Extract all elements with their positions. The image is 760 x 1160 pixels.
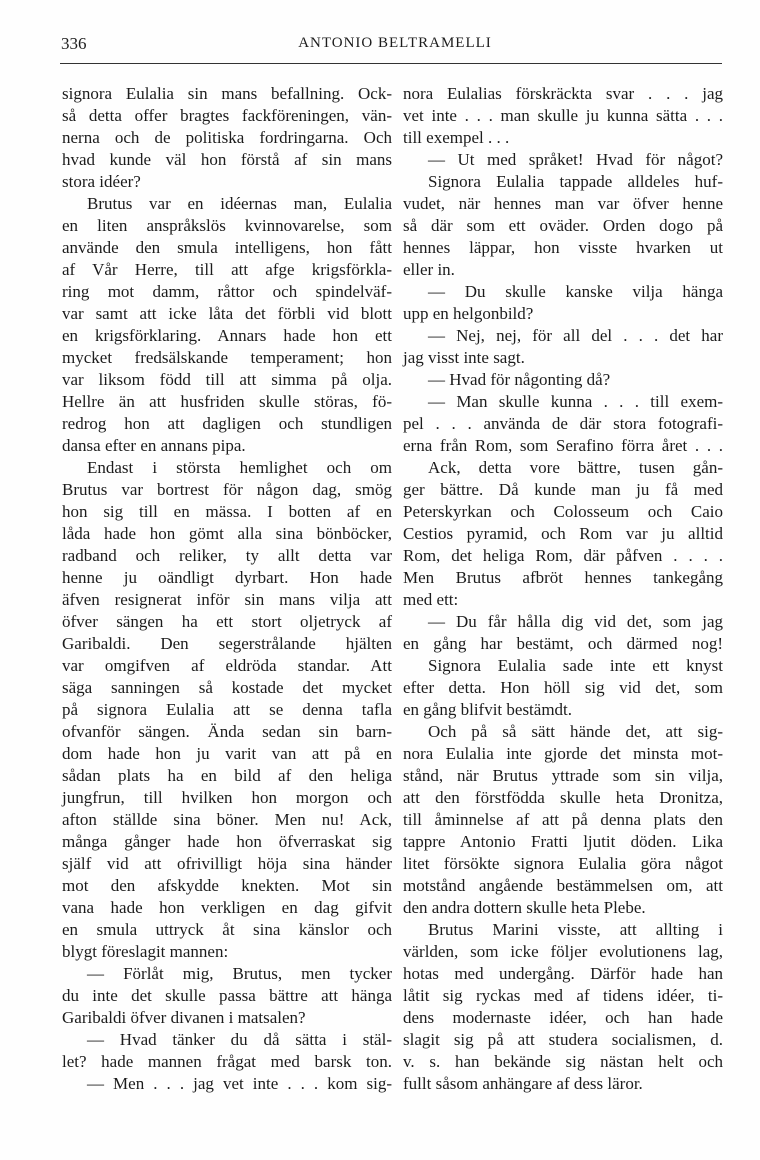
text-line: upp en helgonbild? (403, 304, 534, 323)
text-line: äfven resignerat inför sin mans vilja att (62, 590, 392, 609)
text-line: let? hade mannen frågat med barsk ton. (62, 1052, 392, 1071)
text-line: signora Eulalia sin mans befallning. Ock- (62, 84, 392, 103)
text-line: erna från Rom, som Serafino förra året . . . (403, 436, 723, 455)
text-line: dom hade hon ju varit van att på en (62, 744, 392, 763)
text-line: använde den smula intelligens, hon fått (62, 238, 392, 257)
text-line: dansa efter en annans pipa. (62, 436, 246, 455)
text-line: af Vår Herre, till att afge krigsförkla- (62, 260, 392, 279)
text-line: hvad kunde väl hon förstå af sin mans (62, 150, 392, 169)
text-line: till åminnelse af att på denna plats den (403, 810, 723, 829)
text-line: litet försökte signora Eulalia göra något (403, 854, 723, 873)
text-line: Endast i största hemlighet och om (87, 458, 392, 477)
text-line: — Man skulle kunna . . . till exem- (428, 392, 723, 411)
text-line: v. s. han bekände sig nästan helt och (403, 1052, 723, 1071)
text-line: Cestios pyramid, och Rom var ju alltid (403, 524, 723, 543)
text-line: så detta offer bragtes fackföreningen, vän- (62, 106, 392, 125)
text-line: nora Eulalia inte gjorde det minsta mot- (403, 744, 723, 763)
text-line: afton ställde sina böner. Men nu! Ack, (62, 810, 392, 829)
text-line: dens modernaste idéer, och han hade (403, 1008, 723, 1027)
text-line: ofvanför sängen. Ända sedan sin barn- (62, 722, 392, 741)
text-line: att den förstfödda skulle heta Dronitza, (403, 788, 723, 807)
text-line: hon sig till en mässa. I botten af en (62, 502, 392, 521)
text-line: var omgifven af eldröda standar. Att (62, 656, 392, 675)
text-line: jag visst inte sagt. (403, 348, 525, 367)
header-rule (60, 63, 722, 64)
text-line: Och på så sätt hände det, att sig- (428, 722, 723, 741)
text-line: — Men . . . jag vet inte . . . kom sig- (87, 1074, 392, 1093)
text-line: ring mot damm, råttor och spindelväf- (62, 282, 392, 301)
text-line: — Förlåt mig, Brutus, men tycker (87, 964, 392, 983)
text-line: — Hvad tänker du då sätta i stäl- (87, 1030, 392, 1049)
text-line: fullt såsom anhängare af dess läror. (403, 1074, 643, 1093)
text-line: Signora Eulalia tappade alldeles huf- (428, 172, 723, 191)
text-line: — Du skulle kanske vilja hänga (428, 282, 723, 301)
text-line: — Hvad för någonting då? (428, 370, 611, 389)
text-line: öfver sängen ha ett stort oljetryck af (62, 612, 392, 631)
text-line: Ack, detta vore bättre, tusen gån- (428, 458, 723, 477)
text-line: Men Brutus afbröt hennes tankegång (403, 568, 723, 587)
text-line: en smula uttryck åt sina känslor och (62, 920, 392, 939)
text-line: en gång har bestämt, och därmed nog! (403, 634, 723, 653)
text-line: på signora Eulalia att se denna tafla (62, 700, 392, 719)
text-line: världen, som icke följer evolutionens lag, (403, 942, 723, 961)
text-line: radband och reliker, ty allt detta var (62, 546, 392, 565)
text-line: själf vid att ofrivilligt höja sina händer (62, 854, 392, 873)
text-line: vana hade hon verkligen en dag gifvit (62, 898, 392, 917)
text-line: Hellre än att husfriden skulle störas, fö- (62, 392, 392, 411)
text-line: jungfrun, till hvilken hon morgon och (62, 788, 392, 807)
text-line: en gång blifvit bestämdt. (403, 700, 573, 719)
text-column-right (403, 83, 723, 1095)
text-line: säga sanningen så kostade det mycket (62, 678, 392, 697)
text-line: henne ju oändligt dyrbart. Hon hade (62, 568, 392, 587)
text-line: den andra dottern skulle heta Plebe. (403, 898, 646, 917)
text-line: med ett: (403, 590, 459, 609)
text-line: Peterskyrkan och Colosseum och Caio (403, 502, 723, 521)
text-line: hotas med undergång. Därför hade han (403, 964, 723, 983)
text-line: Garibaldi. Den segerstrålande hjälten (62, 634, 392, 653)
text-line: var liksom född till att simma på olja. (62, 370, 392, 389)
text-line: nerna och de politiska fordringarna. Och (62, 128, 392, 147)
text-line: slagit sig på att studera socialismen, d. (403, 1030, 723, 1049)
text-line: Brutus var bortrest för någon dag, smög (62, 480, 392, 499)
text-line: Brutus Marini visste, att allting i (428, 920, 723, 939)
text-line: låda hade hon gömt alla sina bönböcker, (62, 524, 392, 543)
text-line: du inte det skulle passa bättre att hänga (62, 986, 392, 1005)
text-line: vudet, när hennes man var öfver henne (403, 194, 723, 213)
text-line: en liten anspråkslös kvinnovarelse, som (62, 216, 392, 235)
text-line: efter detta. Hon höll sig vid det, som (403, 678, 723, 697)
text-column-left (62, 83, 392, 1095)
text-line: ger bättre. Då kunde man ju få med (403, 480, 723, 499)
text-line: pel . . . använda de där stora fotografi- (403, 414, 723, 433)
text-line: hennes läppar, hon visste hvarken ut (403, 238, 723, 257)
text-line: låtit sig ryckas med af tidens idéer, ti- (403, 986, 723, 1005)
text-line: blygt föreslagit mannen: (62, 942, 229, 961)
text-line: Brutus var en idéernas man, Eulalia (87, 194, 392, 213)
text-line: nora Eulalias förskräckta svar . . . jag (403, 84, 723, 103)
text-line: eller in. (403, 260, 455, 279)
text-line: stånd, när Brutus yttrade som sin vilja, (403, 766, 723, 785)
text-line: var samt att icke låta det förbli vid blott (62, 304, 392, 323)
text-line: vet inte . . . man skulle ju kunna sätta . . . (403, 106, 723, 125)
text-line: till exempel . . . (403, 128, 510, 147)
text-line: — Ut med språket! Hvad för något? (428, 150, 723, 169)
page-number: 336 (61, 34, 87, 53)
text-line: många gånger hade hon öfverraskat sig (62, 832, 392, 851)
text-line: — Nej, nej, för all del . . . det har (428, 326, 723, 345)
text-line: — Du får hålla dig vid det, som jag (428, 612, 723, 631)
text-line: en krigsförklaring. Annars hade hon ett (62, 326, 392, 345)
text-line: stora idéer? (62, 172, 141, 191)
text-line: mycket fredsälskande temperament; hon (62, 348, 392, 367)
text-line: motstånd angående bestämmelsen om, att (403, 876, 723, 895)
text-line: redrog hon att dagligen och stundligen (62, 414, 392, 433)
text-line: Garibaldi öfver divanen i matsalen? (62, 1008, 306, 1027)
text-line: tappre Antonio Fratti ljutit döden. Lika (403, 832, 723, 851)
text-line: Signora Eulalia sade inte ett knyst (428, 656, 723, 675)
text-line: så där som ett oväder. Orden dogo på (403, 216, 723, 235)
text-line: Rom, det heliga Rom, där påfven . . . . (403, 546, 723, 565)
running-head: ANTONIO BELTRAMELLI (298, 35, 492, 51)
text-line: mot den afskydde knekten. Mot sin (62, 876, 392, 895)
text-line: sådan plats ha en bild af den heliga (62, 766, 392, 785)
